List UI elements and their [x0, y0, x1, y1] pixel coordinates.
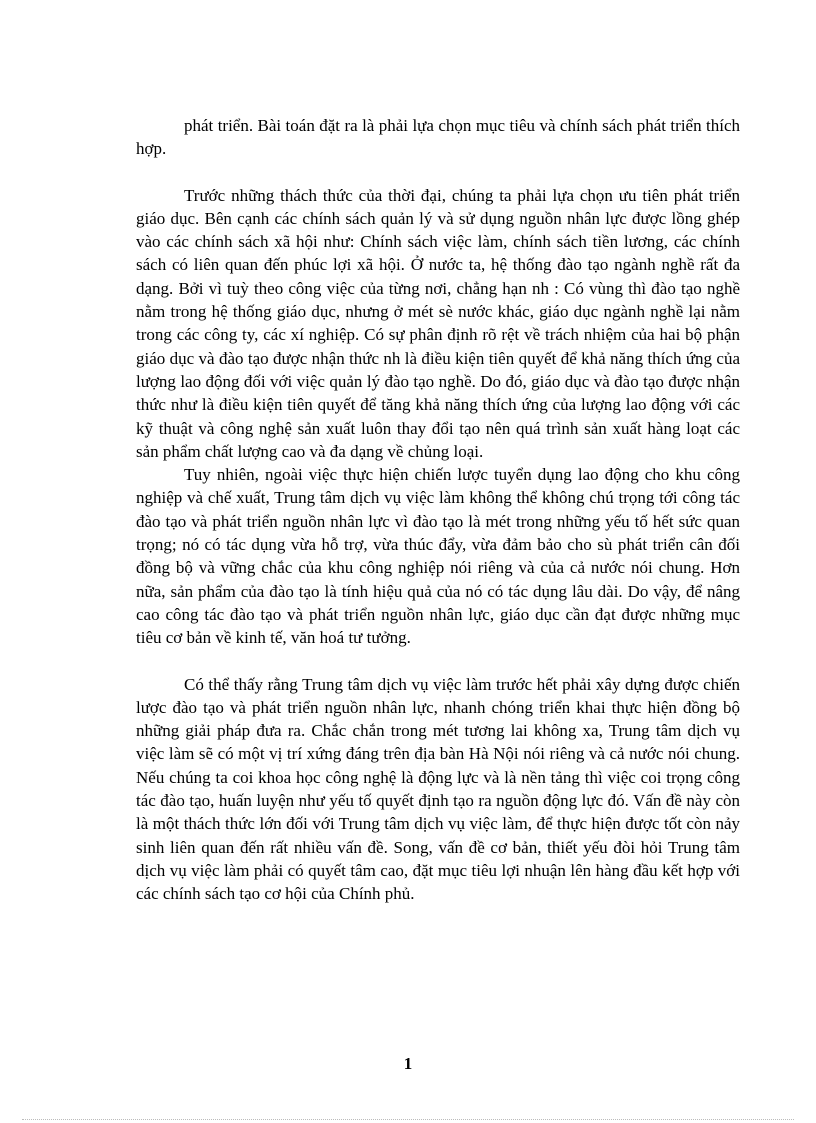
- page-edge-divider: [22, 1119, 794, 1120]
- paragraph-challenges: Trước những thách thức của thời đại, chúng ta phải lựa chọn ưu tiên phát triển giáo dục. Bên cạnh các chính sách quản lý và sử dụng nguồn nhân lực được lồng ghép vào các chính sách xã hội như: Chính sách việc làm, chính sách tiền lương, các chính sách có liên quan đến phúc lợi xã hội. Ở nước ta, hệ thống đào tạo ngành nghề rất đa dạng. Bởi vì tuỳ theo công việc của từng nơi, chẳng hạn nh : Có vùng thì đào tạo nghề nằm trong hệ thống giáo dục, nhưng ở mét sè nước khác, giáo dục ngành nghề lại nằm trong các công ty, các xí nghiệp. Có sự phân định rõ rệt về trách nhiệm của hai bộ phận giáo dục và đào tạo được nhận thức nh là điều kiện tiên quyết để khả năng thích ứng của lượng lao động đối với việc quản lý đào tạo nghề. Do đó, giáo dục và đào tạo được nhận thức như là điều kiện tiên quyết để tăng khả năng thích ứng của lượng lao động với các kỹ thuật và công nghệ sản xuất luôn thay đổi tạo nên quá trình sản xuất hàng loạt các sản phẩm chất lượng cao và đa dạng về chủng loại.: [136, 185, 740, 461]
- page-number: 1: [403, 1054, 413, 1073]
- body-text: [136, 114, 740, 906]
- paragraph-conclusion: Có thể thấy rằng Trung tâm dịch vụ việc làm trước hết phải xây dựng được chiến lược đào tạo và phát triển nguồn nhân lực, nhanh chóng triển khai thực hiện đồng bộ những giải pháp đưa ra. Chắc chắn trong mét tương lai không xa, Trung tâm dịch vụ việc làm sẽ có một vị trí xứng đáng trên địa bàn Hà Nội nói riêng và cả nước nói chung. Nếu chúng ta coi khoa học công nghệ là động lực và là nền tảng thì việc coi trọng công tác đào tạo, huấn luyện như yếu tố quyết định tạo ra nguồn động lực đó. Vấn đề này còn là một thách thức lớn đối với Trung tâm dịch vụ việc làm, để thực hiện được tốt còn nảy sinh liên quan đến rất nhiều vấn đề. Song, vấn đề cơ bản, thiết yếu đòi hỏi Trung tâm dịch vụ việc làm phải có quyết tâm cao, đặt mục tiêu lợi nhuận lên hàng đầu kết hợp với các chính sách tạo cơ hội của Chính phủ.: [136, 674, 740, 904]
- paragraph-however: Tuy nhiên, ngoài việc thực hiện chiến lược tuyển dụng lao động cho khu công nghiệp và chế xuất, Trung tâm dịch vụ việc làm không thể không chú trọng tới công tác đào tạo và phát triển nguồn nhân lực vì đào tạo là mét trong những yếu tố hết sức quan trọng; nó có tác dụng vừa hỗ trợ, vừa thúc đẩy, vừa đảm bảo cho sù phát triển cân đối đồng bộ và vững chắc của khu công nghiệp nói riêng và của cả nước nói chung. Hơn nữa, sản phẩm của đào tạo là tính hiệu quả của nó có tác dụng lâu dài. Do vậy, để nâng cao công tác đào tạo và phát triển nguồn nhân lực, giáo dục cần đạt được những mục tiêu cơ bản về kinh tế, văn hoá tư tưởng.: [136, 465, 740, 648]
- paragraph-continuation: phát triển. Bài toán đặt ra là phải lựa chọn mục tiêu và chính sách phát triển thích hợp.: [136, 116, 740, 159]
